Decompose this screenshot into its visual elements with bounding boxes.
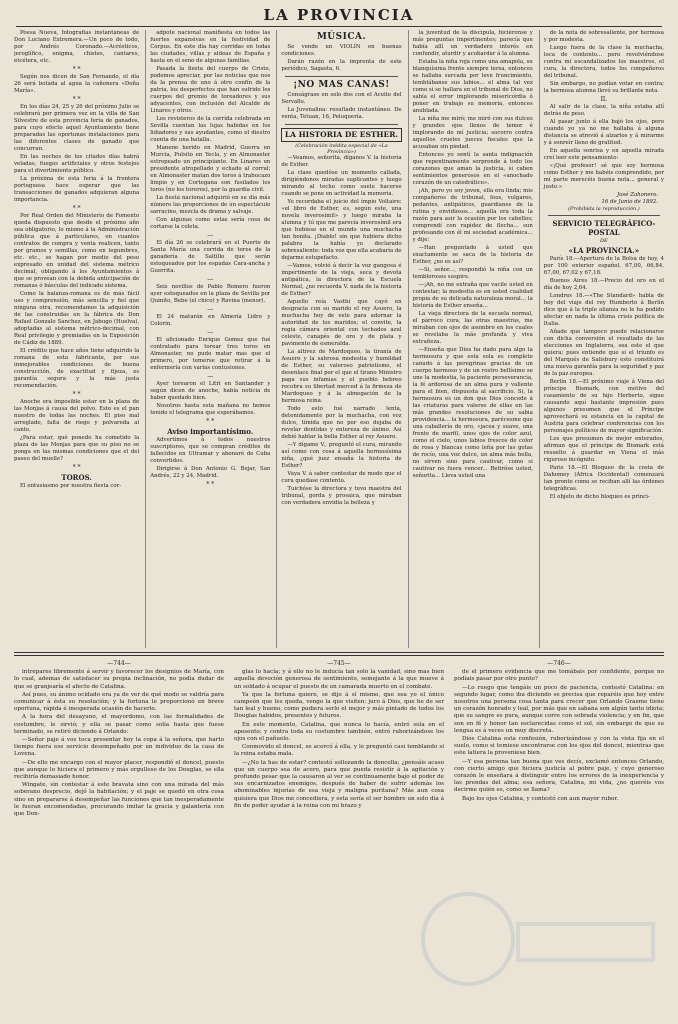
article-paragraph: Según nos dicen de San Fernando, el día 26 será botada al agua la cañonera «Doña María». <box>14 74 140 94</box>
subheading: DE <box>600 238 608 244</box>
article-paragraph: La vieja directora de la escuela normal, el párroco cura, las otras maestras, me miraban con ojos de asombro en los cuales se revelaba la más profunda y viva extrañeza. <box>412 311 533 345</box>
section-heading: LA HISTORIA DE ESTHER. <box>281 128 401 142</box>
article-paragraph: Añade que tampoco puede relacionarse con dicha conversión el resultado de las elecciones en Inglaterra, sea este el que quiera; pues entiende que si el triunfo es del Marqués de Salisbury esto constituirá una nueva garantía para la seguridad y paz de la paz europea. <box>543 329 664 377</box>
article-paragraph: Ayer torearon el Litri en Santander y según dicen de anoche, había noticia de haber quedado bien. <box>150 381 271 401</box>
article-paragraph: Manene herido en Madrid, Guerra en Murcia, Pulsito en Yecla, y en Almonaster estropeado un principiante. En Linares un presidente atropellado y echado al corral; en Almonaster matan dos toros á trabucazo limpio y en Cortegana son fusilados los toros (no los toreros), por la guardia civil. <box>150 145 271 193</box>
article-paragraph: Al salir de la clase, la niña estaba allí detrás de peso. <box>543 104 664 117</box>
article-paragraph: Pasada la fiesta del cuerpo de Cristo, podemos apreciar, por las noticias que nos da la prensa de uno á otro confín de la patria, los desperfectos que han sufrido los cuerpos del gremio de toreadores y sus adyacentes, con inclusión del Alcalde de Linares y otros. <box>150 66 271 114</box>
serial-paragraph: —Señor paje á vos toca presentar hoy la copa á la señora, que harto tiempo fuera ese servicio desempeñado por un individuo de la casa de Lovena. <box>14 737 224 758</box>
serial-page-1 <box>14 660 224 1012</box>
separator-mark: * * <box>72 96 81 103</box>
article-paragraph: La altivez de Mardoqueo, la tiranía de Asuero y la sabrosa modestia y humildad de Esther, su valeroso patriotismo, el desenlace final por el que el tirano Ministro paga sus infamias y el pueblo hebreo recobra su libertad merced á la firmeza de Mardoqueo y á la abnegación de la hermosa reina. <box>281 349 402 404</box>
article-paragraph: El 24 matarán en Almería Lidro y Colorin. <box>150 314 271 327</box>
section-heading: ¡NO MAS CANAS! <box>293 80 390 90</box>
serial-paragraph: —Lo ruego que tengáis un poco de paciencia, contestó Catalina: en segundo lugar, como iba diciendo se precisa que reparéis que hoy entre nosotros una persona cosa tanta para crecer que Orlando Graeme tiene un corazón honrado y leal, por más que en sabana son algún tanto idiota; que su sangre es pura, aunque corre con sobrada violencia; y en fin, que son en fé y honor tan esclarecidas como el sol, sin embargo de que su lengua es á veces un muy discreta. <box>454 684 664 734</box>
serial-page-number: —746— <box>547 660 571 667</box>
serial-paragraph: Wingate, sin contestar á este bravata sino con una mirada del más soberano desprecio, dejó la habitación; y el paje se quedó en otra cosa sino en prepararse á desempeñar las funciones que tan inesperadamente le fueran encomendadas, procurando imitar la gracia y galantería con que Don- <box>14 782 224 818</box>
article-paragraph: En los días 24, 25 y 26 del próximo Julio se celebrará por primera vez en la villa de San Silvestre de esta provincia feria de ganados, para cuyo efecto aquel Ayuntamiento tiene preparadas las oportunas instalaciones para las diferentes clases de ganado que concurran. <box>14 104 140 152</box>
article-paragraph: París 18.—Apertura de la Bolsa de hoy, 4 por 100 exterior español, 67,00, 66,84, 67,00, 67,02 y 67,18. <box>543 256 664 276</box>
section-rule <box>548 215 660 216</box>
article-paragraph: El día 26 se celebrará en el Puerto de Santa María una corrida de toros de la ganadería de Saltillo que serán estoqueados por los espadas Cara-ancha y Guerrita. <box>150 240 271 274</box>
section-rule <box>285 76 397 77</box>
serial-paragraph: Ya que la fortuna quiere, se dijo á sí mismo, que sea yo el único campeón que les queda, vengo la que visiten: juro á Dios, que he de ser tan leal y bueno, como pudiera serlo el mejor y más pintado de todos los Douglas habidos, presentes y futuros. <box>234 691 444 720</box>
article-paragraph: Paris 18.—El Bloqueo de la costa de Dahomey (África Occidental) comenzará tan pronto como se reciban allí las órdenes telegráficas. <box>543 465 664 492</box>
separator-mark: * * <box>206 418 215 425</box>
article-paragraph: «¡Qué profesor! sé que soy hermosa como Esther y me habéis comprendido, por mí parte merecéis buena nota... general y justo.» <box>543 163 664 190</box>
signature-line: 16 de Junio de 1892. <box>601 199 658 205</box>
separator-mark: — <box>207 276 214 283</box>
article-paragraph: Advertimos á todos nuestros suscriptores, que se compran créditos de fallecidos en Ultramar y abonaré de Cuba convertidos. <box>150 437 271 464</box>
separator-mark: — <box>207 373 214 380</box>
article-paragraph: La próxima de esta feria á la frontera portuguesa hace esperar que las transacciones de ganados adquieran alguna importancia. <box>14 176 140 203</box>
article-paragraph: La niña me miró; me miró con sus dulces y grandes ojos llenos de temor é implorando de mí justicia; socorro contra aquellos crueles jueces fiscales que la acusaban sin piedad. <box>412 116 533 150</box>
folletin-divider <box>14 652 664 653</box>
article-paragraph: La fiesta nacional adquirió en su día más número las proporciones de un espectáculo sarracino, mezcla de drama y salvaje. <box>150 195 271 215</box>
article-paragraph: Sin embargo, no podían votar en contra; la hermosa alumna llevó su brillante nota. <box>543 81 664 94</box>
article-paragraph: El objeto de dicho bloqueo es princi- <box>549 494 650 500</box>
article-paragraph: Conságrase en solo dos con el Aceite del Servallo. <box>281 92 402 105</box>
article-paragraph: Como la balanza-romana es de más fácil uso y comprensión, más sencilla y fiel que ninguna otra, recomendamos la adquisición de las construidas en la fábrica de Don Rafael Gonzalo Sanchez, en Jabugo (Huelva), adoptadas al sistema métrico-decimal, con Real privilegio y premiadas en la Exposición de Cádiz de 1889. <box>14 291 140 346</box>
section-heading: MÚSICA. <box>316 32 367 42</box>
separator-mark: — <box>207 306 214 313</box>
article-paragraph: Anoche era imposible estar en la plaza de las Monjas á causa del polvo. Esto es el pan nuestro de todas las noches. El piso mal arreglado, falta de riego y polvareda al canto. <box>14 399 140 433</box>
article-paragraph: Entonces yo sentí la santa indignación que repentinamente sorprende á todo los corazones que aman la justicia, si caben sentimientos generosos en el «anochado corazón de un catedrático». <box>412 152 533 186</box>
serial-page-number: —744— <box>107 660 131 667</box>
serial-page-2 <box>234 660 444 1012</box>
article-paragraph: ¡Ah, pero yo soy joven, ella era linda; mis compañeros de tribunal, feos, vulgares, pedantes, antipáticos, guardianes de la rutina y envidiosos... aquella era toda la razón para asir la ocasión por los cabellos; comprendí con rapidez de flecha... sun profesando con él mi sociedad académica... y dije: <box>412 188 533 243</box>
section-heading: «LA PROVINCIA.» <box>568 246 640 255</box>
article-paragraph: En aquella sonrisa y en aquella mirada creí leer este pensamiento: <box>543 148 664 161</box>
article-paragraph: Poesa Nueva, fotografías instantáneas de Don Luciano Extremera.—Un poco de todo, por Andrés Coronado.—Acrósticos, jeroglífico, enigma, chistes, cantares, etcétera, etc. <box>14 30 140 64</box>
column-1 <box>14 30 139 648</box>
article-paragraph: Nosotros hasta esta mañana no hemos tenido el telegrama que esperábamos. <box>150 403 271 416</box>
article-paragraph: Yo recordaba el juicio del ímpio Voltaire: «el libro de Esther, es, según este, una novela inverosímil» y luego miraba la alumna y tú que me parecía inverosímil era que hubiese en el mundo una muchacha tan bonita. ¡Diablo! sin que hubiera dicho palabra la había yo declarado sobresaliente: toda voz que ella acabaría de dejarme estupefacto. <box>281 199 402 261</box>
column-5 <box>539 30 664 648</box>
folletin-divider-thin <box>14 655 664 656</box>
section-heading: Aviso importantísimo. <box>167 427 254 436</box>
serial-paragraph: glas lo hacía; y á ello no le inducía tan solo la vanidad, sino mas bien aquella devoción generosa de sentimiento, semejante á la que mueve á un soldado á ocupar el puesto de un camarada muerto en el combate. <box>234 669 444 690</box>
serial-paragraph: de el primero evidencia que me tomábais por confidente, porque no podíais pasar por otro punto? <box>454 669 664 683</box>
article-paragraph: —Si, señor..., respondió la niña con un temblorosos suspiro. <box>412 267 533 280</box>
article-paragraph: Todo esto fué narrado lenta, detenidamente por la muchacha, con voz dulce, tímida que no por eso dejaba de revelar dentidas y entereza de ánimo. Así debió hablar la bella Esther al rey Asuero. <box>281 406 402 440</box>
separator-mark: * * <box>72 464 81 471</box>
serial-paragraph: Dios Catalina esta confesión, ruborizándose y con la vista fija en el suelo, como si temiese encontrarse con los ojos del doncel, mientras que este latiera la proveniese bien. <box>454 736 664 757</box>
article-paragraph: El entusiasmo por nuestra fiesta cor- <box>20 483 122 489</box>
article-paragraph: —Vamos, volvió á decir la voz gangosa é impertinente de la vieja, seca y devota antipática, la directora de la Escuela Normal, ¿no recuerda V. nada de la historia de Esther? <box>281 263 402 297</box>
serial-paragraph: —Y esa persona tan buena que ves decís, exclamó entonces Orlando, con cierto amigo que hiciera justicia al pobre paje, y cuyo generoso corazón le enseñara á distinguir entre los errores de la inexperiencia y las prendas del alma; esa señora, Catalina, mi vida, ¿no queréis vos decirme quién es, como se llama? <box>454 758 664 794</box>
article-paragraph: Dirigirse á Don Antonio G. Bejar, San Andrés, 22 y 24, Madrid. <box>150 466 271 479</box>
article-paragraph: Los que presumen de mejor enterados, afirman que el príncipe de Bismark está resuelto á guardar en Viena el más riguroso incógnito. <box>543 436 664 463</box>
signature-line: José Zahonero. <box>617 192 658 198</box>
article-paragraph: Londres 18.—«The Standard» habla de hoy del viaje del rey Humberto á Berlín dice que á la triple alianza no le ha podido afectar en nada la última crisis política de Italia. <box>543 293 664 327</box>
serial-novel-section <box>14 660 664 1012</box>
section-rule <box>285 124 397 125</box>
article-paragraph: La clase quedóse un momento callada, dirigiéndonos miradas suplicantes y luego mirando al techo como suele hacerse cuando se pone en actividad la memoria. <box>281 170 402 197</box>
article-paragraph: Luego fuera de la clase la muchacha, loca de contento... pero revolviéndose contra mí escandalizados los maestros, el cura, la directora, todos los compañeros del tribunal. <box>543 45 664 79</box>
article-paragraph: —Veamos, señorita, díganos V. la historia de Esther. <box>281 155 402 168</box>
article-paragraph: Seis novillos de Pablo Romero fueron ayer estoqueados en la plaza de Sevilla por Quinito, Bebe (el chico) y Ravina (menor). <box>150 284 271 304</box>
separator-mark: * * <box>72 205 81 212</box>
article-paragraph: En las noches de los citados días habrá veladas, fuegos artificiales y otros festejos para el divertimiento público. <box>14 154 140 174</box>
article-paragraph: —Enseña que Dios ha dado para algo la hermosura y que esta sola es completo canudo á las peregrinas gracias de un cuerpo hermoso y de un rostro bellísimo se une la modestia, la paciente perseverancia, la fé ardorosa de un alma pura y valiente para el bien, dispuesta al sacrificio. Si, la hermosura es un don que Dios concede á las criaturas para valerse de ellas en las más grandes resoluciones de su sabia providencia... la hermosura, parécesme que una caballería de oro, «jacea y suave, una frente de marfil, unos ojos de color azul, como el cielo, unos labios frescos de color de rosa y blancas como leña por las gotas de rocío, una voz dulce, un alma más bella, no sirven sino para cautivar, como si cautivar no fuera vencer... Retiróse usted, señorita... Lleva usted una <box>412 347 533 479</box>
article-paragraph: —Han preguntado á usted que exactamente se saca de la historia de Esther, ¿no es así? <box>412 245 533 265</box>
serial-paragraph: —¿No la has de estar? contestó sollozando la doncella; ¿pensáis acaso que un cuerpo sea de acero, para que pueda resistir á la agitación y profundo pesar que la causaron al ver se continuamente bajo el poder de sus encarnizados enemigos, después de haber de sufrir además los abominables injurias de esa vieja y maligna puritana? Más aun cosa quisiera que Dios me concediera, y esta sería el ser hombre un solo día á fin de poder ayudar á la reina con mi brazo y <box>234 759 444 809</box>
separator-mark: — <box>207 329 214 336</box>
serial-paragraph: intrepares libremente á servir y favorecer los designios de María, con lo cual, ademas de satisfacer su propia inclinación, no podía dudar de que se granjearía el afecto de Catalina. <box>14 669 224 690</box>
article-paragraph: Aquello reía Vasthi que cayó en desgracia con su marido el rey Asuero, la muchacha hoy de este para adornar la autoridad de los maridos; el convite, la regia cámara oriental con techados azul celeste, canapés de oro y de plata y pavimento de esmeralda. <box>281 299 402 347</box>
separator-mark: * * <box>206 481 215 488</box>
serial-paragraph: —De ello me encargo con el mayor placer, respondió el doncel, puesto que aunque lo hiciera el primero y más orgulloso de los Douglas, se ella recibiría demasiado honor. <box>14 759 224 781</box>
serial-page-3 <box>454 660 664 1012</box>
separator-mark: II. <box>600 96 608 103</box>
column-2 <box>145 30 270 648</box>
serial-paragraph: Bajo los ojos Catalina, y contestó con aun mayor rubor. <box>462 795 619 802</box>
serial-paragraph: Así pues, su ánimo ocidado era ya de ver de qué modo se valdría para comunicar á ésta su resolución; y la fortuna le proporcionó en breve oportuna, rápida é inesperada ocasión de hacerlo. <box>14 691 224 713</box>
serial-page-number: —745— <box>327 660 351 667</box>
serial-paragraph: A la hora del desayuno, el mayordomo, con las formalidades de costumbre, le sirvió; y ella se pasar como solía hasta que fuese terminado, se retiró diciendo á Orlando: <box>14 714 224 735</box>
subheading: (Prohibida la reproducción.) <box>568 206 640 212</box>
article-paragraph: Buenos Aires 18.—Precio del oro en el día de hoy 2,64. <box>543 278 664 291</box>
article-paragraph: Berlín 18.—El próximo viaje á Viena del príncipe Bismark, con motivo del casamiento de su hijo Herberto, sigue causando aquí bastante impresión pues algunos presumen que el Príncipe aprovechará su estancia en la capital de Austria para celebrar conferencias con los personajes políticos de mayor significación. <box>543 379 664 434</box>
article-paragraph: Los revisteros de la corrida celebrada en Sevilla cuentan las lujas habidas en los lidiadores y sus ayudantes, como el diestro cuenta de una batalla. <box>150 116 271 143</box>
column-3 <box>276 30 401 648</box>
article-paragraph: —¡Ah, no me extraña que vacile usted en contestar; la modestia es en usted cualidad propia de su delicada naturaleza moral... la historia de Esther enseña... <box>412 282 533 309</box>
article-paragraph: Con algunas como estas sería cosa de cortarse la coleta. <box>150 217 271 230</box>
column-4 <box>408 30 533 648</box>
separator-mark: * * <box>72 391 81 398</box>
article-paragraph: La Juvenalina: resultado instantáneo. De venta, Tetuan, 16, Peluquería. <box>281 107 402 120</box>
article-paragraph: Tuichóse la directora y tuvo maestra del tribunal, gorda y prosaica, que miraban con verdadera envidia la belleza y <box>281 486 402 506</box>
article-paragraph: Darán razón en la imprenta de este periódico, Sagasta, 6. <box>281 59 402 72</box>
serial-paragraph: Conmovido el doncel, se acercó á ella, y le preguntó casi temblando si la reina estaba mala. <box>234 744 444 758</box>
article-paragraph: El aficionado Enrique Gomez que fué contratado para torear tres toros en Almonaster, no pudo matar mas que el primero, por temerse que retirar á la enfermería con varias contusiones. <box>150 337 271 371</box>
article-paragraph: Vaya V. á saber contestar de modo que el cura quedase contento. <box>281 471 402 484</box>
article-paragraph: la juventud de la discípula, hiciéronse y más preguntas impertinentes; parecía que había allí un verdadero interés en confundir, aturdir y acobardar á la alumna. <box>412 30 533 57</box>
article-paragraph: Se vende un VIOLÍN en buenas condiciones. <box>281 44 402 57</box>
subheading: (Celebración inédita especial de «La Provincia») <box>295 143 388 155</box>
article-paragraph: adpote nacional manifiesta en todos las fuertes expansivas en la festividad de Corpus. En este día hay corridas en todas las ciudades, villas y aldeas de España y hasta en el seno de algunas familias. <box>150 30 271 64</box>
article-paragraph: Al pasar junto á ella bajó los ojos, pero cuando yo ya no me hallaba á alguna distancia se atrevió á alzarlos y á mirarme y á sonreír lleno de gratitud. <box>543 119 664 146</box>
article-paragraph: El crédito que hace años tiene adquirido la romana de esta fabricante, por sus inmejorables condiciones de buena construcción, de exactitud y fijeza, es garantía segura y la más justa recomendación. <box>14 348 140 389</box>
article-paragraph: —Y dígame V., preguntó el cura, mirando así como con cosa á aquella hermosísima niña, ¿qué juez ensaña la historia de Esther? <box>281 442 402 469</box>
serial-paragraph: En este momento, Catalina, que nunca lo hacía, entró sola en el aposento; y contra toda su costumbre también, entró ruborizándose los ojos con el pañuelo. <box>234 721 444 743</box>
article-paragraph: Por Real Orden del Ministerio de Fomento queda dispuesto que desde el próximo año sea obligatorio, lo mismo á la Administración pública que á particulares, en cuantos contratos de compra y venta realicen, tanto por gramos y semillas, como en legumbres, etc. etc., se hagan por medio del peso expresado en unidad del sistema métrico decimal, obligando á los Ayuntamientos á que se provean con la debida anticipación de romanas ó básculas del indicado sistema. <box>14 213 140 289</box>
article-paragraph: ¿Para estar, qué ponedo ha cometido la plaza de las Monjas para que su piso no se ponga en las mismas condiciones que el del paseo del muelle? <box>14 435 140 462</box>
separator-mark: * * <box>72 66 81 73</box>
newspaper-title: LA PROVINCIA <box>263 6 415 24</box>
section-heading: SERVICIO TELEGRÁFICO-POSTAL <box>552 219 656 237</box>
section-heading: TOROS. <box>61 473 92 482</box>
masthead <box>16 4 662 27</box>
article-paragraph: Estaba la niña roja como una amapola, su blanquísima frente siempre tersa, entonces se hallaba surcada por leve fruncimiento, temblábanse sus labios... el alma tal vez como si se hallara en el tribunal de Dios, no sabía el error implorando misericordia ó poner en trabajo su memoria, entonces anublada. <box>412 59 533 114</box>
news-columns <box>14 30 664 648</box>
article-paragraph: de la nota de sobresaliente, por hermosa y por modesta. <box>543 30 664 43</box>
separator-mark: — <box>207 232 214 239</box>
